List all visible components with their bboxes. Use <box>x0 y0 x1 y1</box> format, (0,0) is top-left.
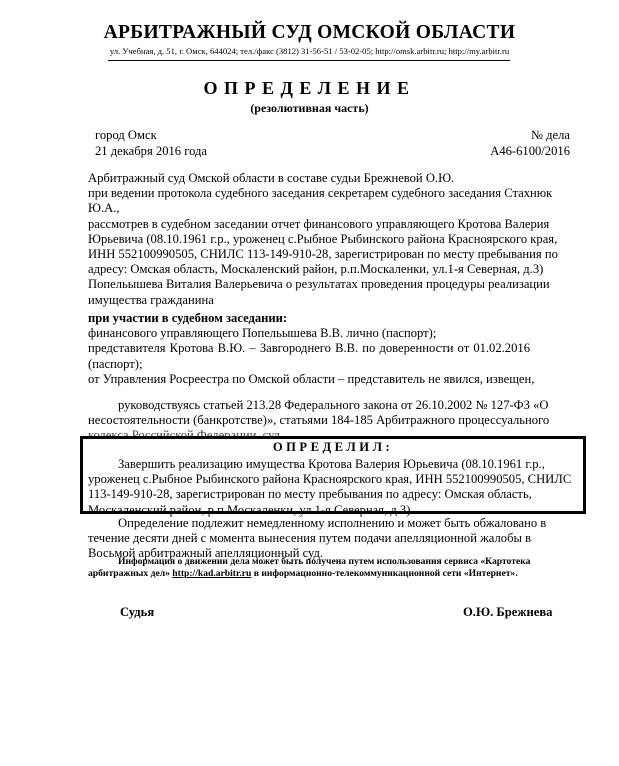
judge-name: О.Ю. Брежнева <box>463 605 553 619</box>
intro-line: адресу: Омская область, Москаленский район, р.п.Москаленки, ул.1-я Северная, д.3) <box>88 262 544 277</box>
appeal-line: Определение подлежит немедленному исполнению и может быть обжаловано в <box>118 516 547 530</box>
date: 21 декабря 2016 года <box>95 144 208 158</box>
ruling-line: уроженец с.Рыбное Рыбинского района Красноярского края, ИНН 552100990505, СНИЛС <box>88 472 572 487</box>
intro-line: Ю.А., <box>88 201 120 216</box>
intro-line: Арбитражный суд Омской области в составе судьи Брежневой О.Ю. <box>88 171 455 185</box>
info-line-2 <box>88 568 530 580</box>
document-subtitle: (резолютивная часть) <box>250 101 369 115</box>
judge-label: Судья <box>120 605 155 619</box>
info-text: арбитражных дел» <box>88 568 170 579</box>
case-label: № дела <box>530 128 570 142</box>
info-line: Информация о движении дела может быть получена путем использования сервиса «Картотека <box>118 556 531 567</box>
appeal-line: Восьмой арбитражный апелляционный суд. <box>88 546 324 561</box>
kad-arbitr-link[interactable]: http://kad.arbitr.ru <box>172 568 252 579</box>
participant-line: финансового управляющего Попельышева В.В. лично (паспорт); <box>88 326 437 341</box>
ruling-heading: ОПРЕДЕЛИЛ: <box>272 440 394 454</box>
court-address: ул. Учебная, д. 51, г. Омск, 644024; тел./факс (3812) 31-56-51 / 53-02-05; http://omsk.arbitr.ru; http://my.arbitr.ru <box>109 46 510 56</box>
ruling-line: 113-149-910-28, зарегистрирован по месту пребывания по адресу: Омская область, <box>88 487 532 502</box>
case-number: А46-6100/2016 <box>490 144 570 158</box>
ruling-block <box>88 457 572 518</box>
intro-line: рассмотрев в судебном заседании отчет финансового управляющего Кротова Валерия <box>88 216 550 231</box>
appeal-line: течение десяти дней с момента вынесения путем подачи апелляционной жалобы в <box>88 531 532 546</box>
city: город Омск <box>95 128 157 142</box>
intro-line: имущества гражданина <box>88 292 214 307</box>
intro-line: при ведении протокола судебного заседания секретарем судебного заседания Стахнюк <box>88 186 553 201</box>
participant-line: (паспорт); <box>88 356 143 371</box>
court-name: АРБИТРАЖНЫЙ СУД ОМСКОЙ ОБЛАСТИ <box>103 22 516 43</box>
info-text: в информационно-телекоммуникационной сети «Интернет». <box>253 568 518 579</box>
participant-line: от Управления Росреестра по Омской области – представитель не явился, извещен, <box>88 371 535 386</box>
intro-line: ИНН 552100990505, СНИЛС 113-149-910-28, зарегистрирован по месту пребывания по <box>88 247 558 262</box>
basis-line: несостоятельности (банкротстве)», статьями 184-185 Арбитражного процессуального <box>88 413 550 428</box>
intro-block <box>88 171 558 308</box>
intro-line: Попельышева Виталия Валерьевича о результатах проведения процедуры реализации <box>88 277 550 292</box>
ruling-line: Завершить реализацию имущества Кротова Валерия Юрьевича (08.10.1961 г.р., <box>118 457 545 471</box>
participants-heading: при участии в судебном заседании: <box>88 311 288 325</box>
header-divider <box>108 60 510 61</box>
participant-line: представителя Кротова В.Ю. – Завгороднего В.В. по доверенности от 01.02.2016 <box>88 341 530 356</box>
info-block <box>88 556 530 580</box>
ruling-line: Москаленский район, р.п.Москаленки, ул.1-я Северная, д.3). <box>88 502 414 517</box>
appeal-block <box>88 516 547 562</box>
document-title: ОПРЕДЕЛЕНИЕ <box>203 78 416 98</box>
intro-line: Юрьевича (08.10.1961 г.р., уроженец с.Рыбное Рыбинского района Красноярского края, <box>88 231 558 246</box>
basis-line: руководствуясь статьей 213.28 Федерального закона от 26.10.2002 № 127-ФЗ «О <box>118 398 549 412</box>
participants-block <box>88 311 535 387</box>
